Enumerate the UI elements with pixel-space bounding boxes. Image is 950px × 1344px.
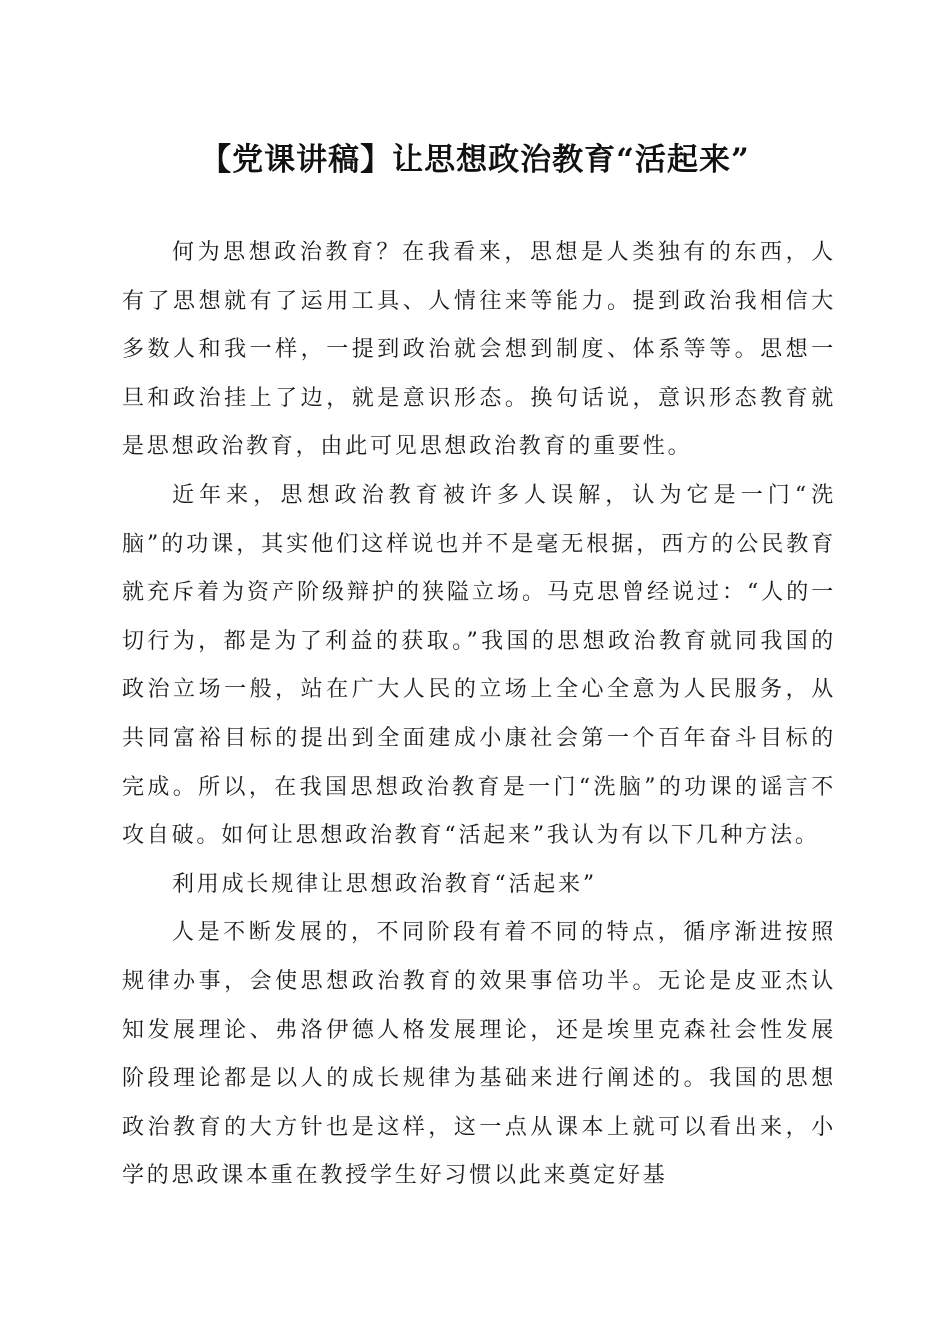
- document-body: [122, 229, 836, 1201]
- document-title: 【党课讲稿】让思想政治教育“活起来”: [200, 142, 750, 178]
- paragraph-misunderstanding: 近年来，思想政治教育被许多人误解，认为它是一门“洗脑”的功课，其实他们这样说也并不是毫无根据，西方的公民教育就充斥着为资产阶级辩护的狭隘立场。马克思曾经说过：“人的一切行为，都是为了利益的获取。”我国的思想政治教育就同我国的政治立场一般，站在广大人民的立场上全心全意为人民服务，从共同富裕目标的提出到全面建成小康社会第一个百年奋斗目标的完成。所以，在我国思想政治教育是一门“洗脑”的功课的谣言不攻自破。如何让思想政治教育“活起来”我认为有以下几种方法。: [122, 482, 836, 849]
- paragraph-growth-law: 人是不断发展的，不同阶段有着不同的特点，循序渐进按照规律办事，会使思想政治教育的效果事倍功半。无论是皮亚杰认知发展理论、弗洛伊德人格发展理论，还是埃里克森社会性发展阶段理论都是以人的成长规律为基础来进行阐述的。我国的思想政治教育的大方针也是这样，这一点从课本上就可以看出来，小学的思政课本重在教授学生好习惯以此来奠定好基: [122, 920, 836, 1189]
- section-heading-growth-law: 利用成长规律让思想政治教育“活起来”: [172, 871, 597, 897]
- paragraph-intro: 何为思想政治教育？在我看来，思想是人类独有的东西，人有了思想就有了运用工具、人情往来等能力。提到政治我相信大多数人和我一样，一提到政治就会想到制度、体系等等。思想一旦和政治挂上了边，就是意识形态。换句话说，意识形态教育就是思想政治教育，由此可见思想政治教育的重要性。: [122, 240, 836, 460]
